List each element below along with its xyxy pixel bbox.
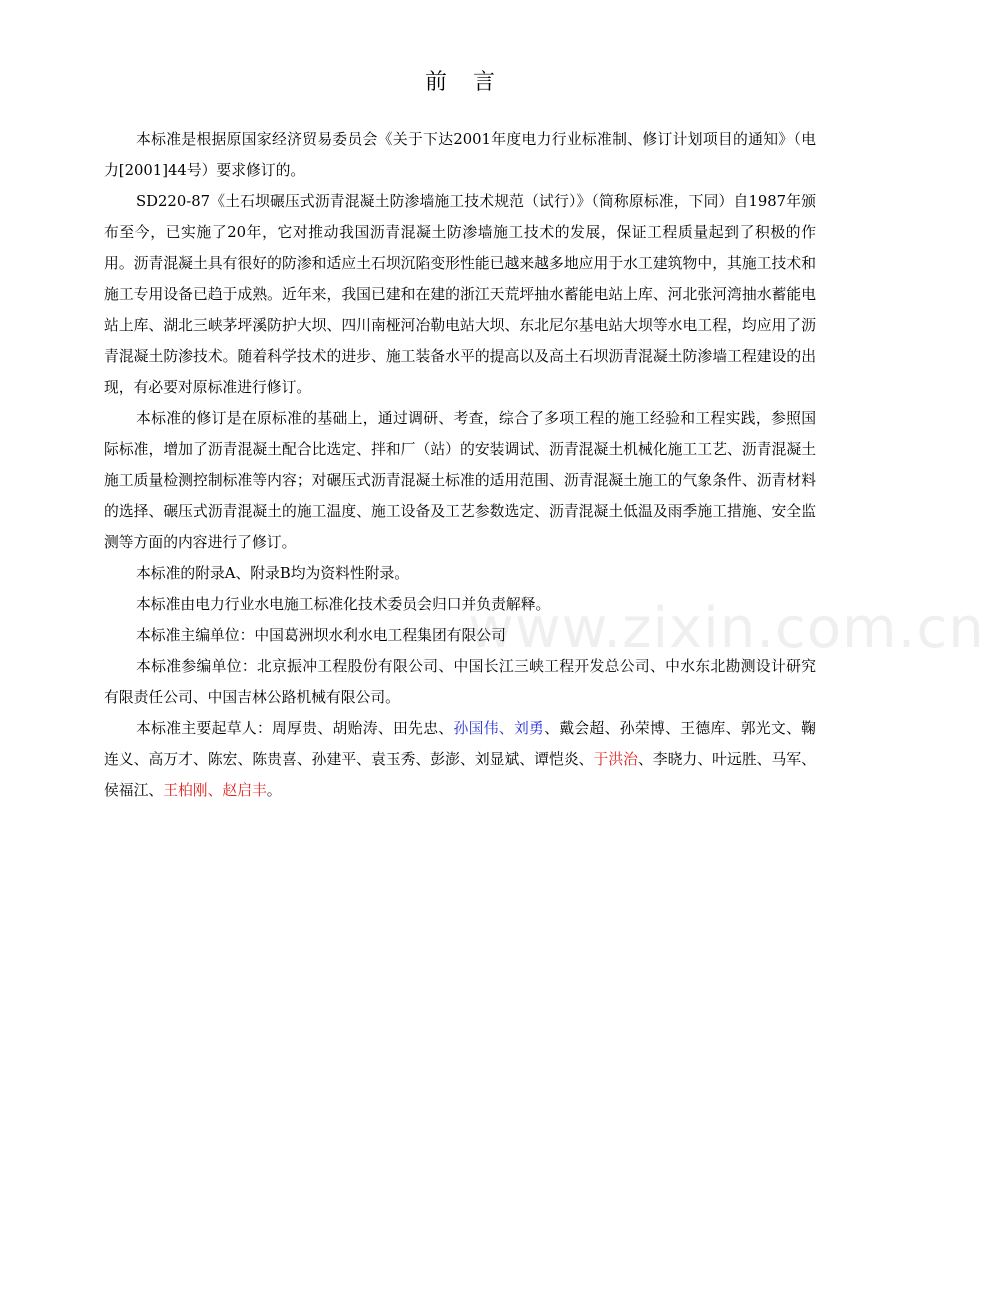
paragraph-responsible-committee: 本标准由电力行业水电施工标准化技术委员会归口并负责解释。: [136, 596, 551, 613]
drafters-highlight-blue: 孙国伟、刘勇: [453, 720, 545, 737]
paragraph-revision-basis: 本标准是根据原国家经济贸易委员会《关于下达2001年度电力行业标准制、修订计划项目的通知》（电力[2001]44号）要求修订的。: [104, 131, 816, 179]
paragraph-drafters: [104, 713, 816, 806]
preface-body: [104, 124, 816, 806]
paragraph-appendix-note: 本标准的附录A、附录B均为资料性附录。: [136, 565, 410, 582]
drafters-highlight-red: 王柏刚、赵启丰: [163, 782, 267, 799]
paragraph-background: SD220-87《土石坝碾压式沥青混凝土防渗墙施工技术规范（试行）》（简称原标准，下同）自1987年颁布至今，已实施了20年，它对推动我国沥青混凝土防渗墙施工技术的发展，保证工程质量起到了积极的作用。沥青混凝土具有很好的防渗和适应土石坝沉陷变形性能已越来越多地应用于水工建筑物中，其施工技术和施工专用设备已趋于成熟。近年来，我国已建和在建的浙江天荒坪抽水蓄能电站上库、河北张河湾抽水蓄能电站上库、湖北三峡茅坪溪防护大坝、四川南桠河冶勒电站大坝、东北尼尔基电站大坝等水电工程，均应用了沥青混凝土防渗技术。随着科学技术的进步、施工装备水平的提高以及高土石坝沥青混凝土防渗墙工程建设的出现，有必要对原标准进行修订。: [104, 193, 816, 396]
drafters-segment: 、戴会超、孙荣博、王德库、郭光文、鞠连义、高万才、陈宏、陈贵喜、孙建平、袁玉秀、彭澎、刘显斌、谭恺炎、: [104, 720, 816, 768]
drafters-segment: 。: [266, 782, 282, 799]
title-char-1: 前: [424, 70, 447, 95]
drafters-highlight-red: 于洪治: [593, 751, 638, 768]
drafters-segment: 本标准主要起草人：周厚贵、胡贻涛、田先忠、: [136, 720, 454, 737]
paragraph-revision-content: 本标准的修订是在原标准的基础上，通过调研、考查，综合了多项工程的施工经验和工程实践，参照国际标准，增加了沥青混凝土配合比选定、拌和厂（站）的安装调试、沥青混凝土机械化施工工艺、沥青混凝土施工质量检测控制标准等内容；对碾压式沥青混凝土标准的适用范围、沥青混凝土施工的气象条件、沥青材料的选择、碾压式沥青混凝土的施工温度、施工设备及工艺参数选定、沥青混凝土低温及雨季施工措施、安全监测等方面的内容进行了修订。: [104, 410, 816, 551]
paragraph-participating-units: 本标准参编单位：北京振冲工程股份有限公司、中国长江三峡工程开发总公司、中水东北勘测设计研究有限责任公司、中国吉林公路机械有限公司。: [104, 658, 816, 706]
paragraph-chief-editor-unit: 本标准主编单位：中国葛洲坝水利水电工程集团有限公司: [136, 627, 506, 644]
title-char-2: 言: [473, 70, 496, 95]
drafters-segment: 、李晓力、叶远胜、马军、侯福江、: [104, 751, 816, 799]
page-title: [0, 66, 920, 100]
site-watermark: www.zixin.com.cn: [468, 596, 985, 661]
